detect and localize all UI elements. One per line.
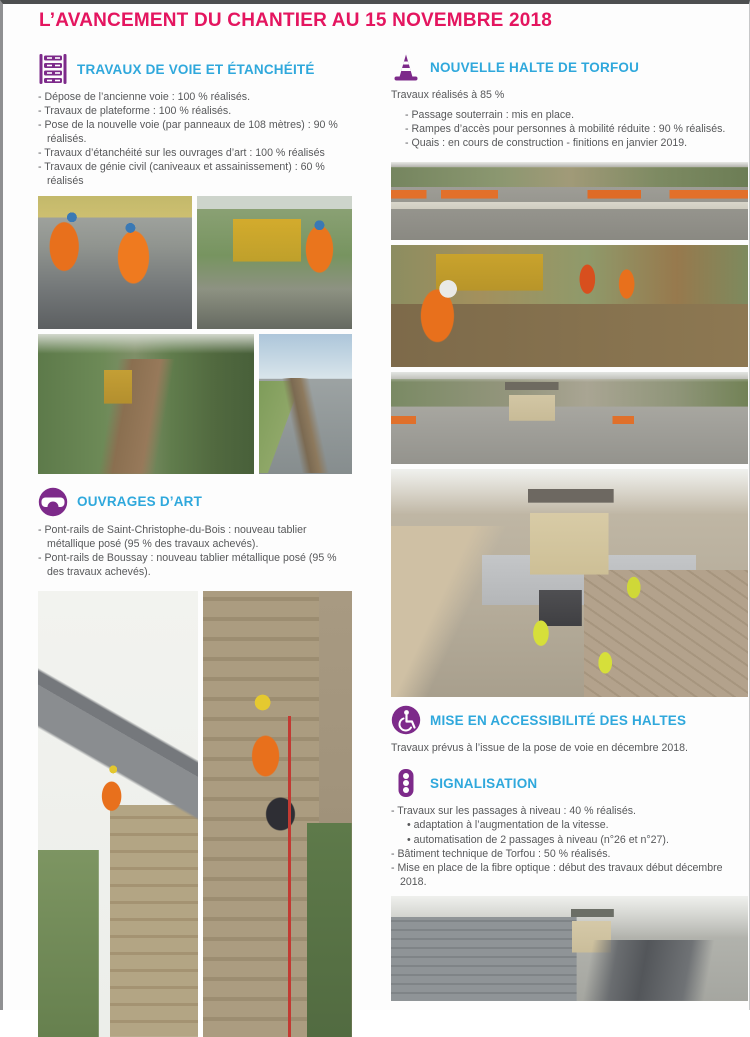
section-ouvrages-art xyxy=(38,487,352,1037)
photo-viaduct-rope-access-1 xyxy=(38,591,198,1037)
halte-list xyxy=(405,108,748,150)
section-title: MISE EN ACCESSIBILITÉ DES HALTES xyxy=(430,712,687,728)
list-item: - Pose de la nouvelle voie (par panneaux de 108 mètres) : 90 % réalisés. xyxy=(38,118,352,146)
accessibilite-text: Travaux prévus à l’issue de la pose de voie en décembre 2018. xyxy=(391,742,688,755)
list-item: - Bâtiment technique de Torfou : 50 % réalisés. xyxy=(391,847,748,861)
section-header xyxy=(391,52,748,82)
halte-intro: Travaux réalisés à 85 % xyxy=(391,89,505,101)
section-header xyxy=(38,54,352,84)
photo-underpass-works xyxy=(391,469,748,697)
section-title: OUVRAGES D’ART xyxy=(77,494,203,510)
list-item: - Travaux de plateforme : 100 % réalisés. xyxy=(38,104,352,118)
section-header xyxy=(391,768,748,798)
section-travaux-voie xyxy=(38,54,352,474)
section-header xyxy=(38,487,352,517)
list-item: - Rampes d’accès pour personnes à mobilité réduite : 90 % réalisés. xyxy=(405,122,748,136)
list-item: - Pont-rails de Boussay : nouveau tablier métallique posé (95 % des travaux achevés). xyxy=(38,551,352,579)
photo-switch-installation xyxy=(391,245,748,367)
section-header xyxy=(391,705,748,735)
ouvrages-art-list xyxy=(38,523,352,579)
list-item: - Quais : en cours de construction - finitions en janvier 2019. xyxy=(405,136,748,150)
list-item: - Pont-rails de Saint-Christophe-du-Bois : nouveau tablier métallique posé (95 % des travaux achevés). xyxy=(38,523,352,551)
sub-list-item: • adaptation à l’augmentation de la vitesse. xyxy=(407,818,748,832)
travaux-voie-list xyxy=(38,90,352,189)
list-item: - Dépose de l’ancienne voie : 100 % réalisés. xyxy=(38,90,352,104)
photo-rail-machine-worker xyxy=(197,196,352,329)
sub-list-item: • automatisation de 2 passages à niveau (n°26 et n°27). xyxy=(407,833,748,847)
photo-technical-building xyxy=(391,896,748,1001)
left-column xyxy=(38,54,352,1037)
section-title: TRAVAUX DE VOIE ET ÉTANCHÉITÉ xyxy=(77,61,315,77)
bridge-icon xyxy=(38,487,68,517)
section-halte-torfou xyxy=(391,52,748,697)
section-signalisation xyxy=(391,768,748,1000)
photo-station-embankment xyxy=(391,372,748,464)
section-title: SIGNALISATION xyxy=(430,775,538,791)
list-item: - Mise en place de la fibre optique : début des travaux début décembre 2018. xyxy=(391,861,748,889)
traffic-light-icon xyxy=(391,768,421,798)
halte-photos xyxy=(391,162,748,697)
list-item: - Travaux d’étanchéité sur les ouvrages d’art : 100 % réalisés xyxy=(38,146,352,160)
photo-track-through-trees xyxy=(38,334,254,474)
photo-rail-laying-workers xyxy=(38,196,192,329)
wheelchair-icon xyxy=(391,705,421,735)
list-item: - Travaux de génie civil (caniveaux et assainissement) : 60 % réalisés xyxy=(38,160,352,188)
signalisation-list xyxy=(391,804,748,888)
page-title: L’AVANCEMENT DU CHANTIER AU 15 NOVEMBRE 2018 xyxy=(39,10,553,31)
section-accessibilite xyxy=(391,705,748,755)
traffic-cone-icon xyxy=(391,52,421,82)
section-title: NOUVELLE HALTE DE TORFOU xyxy=(430,59,640,75)
travaux-voie-photos xyxy=(38,196,352,474)
list-item: - Passage souterrain : mis en place. xyxy=(405,108,748,122)
right-column xyxy=(391,52,748,1001)
photo-viaduct-rope-access-2 xyxy=(203,591,352,1037)
railway-track-icon xyxy=(38,54,68,84)
photo-new-track-perspective xyxy=(259,334,352,474)
photo-platform-construction xyxy=(391,162,748,240)
list-item: - Travaux sur les passages à niveau : 40 % réalisés. xyxy=(391,804,748,818)
ouvrages-art-photos xyxy=(38,591,352,1037)
